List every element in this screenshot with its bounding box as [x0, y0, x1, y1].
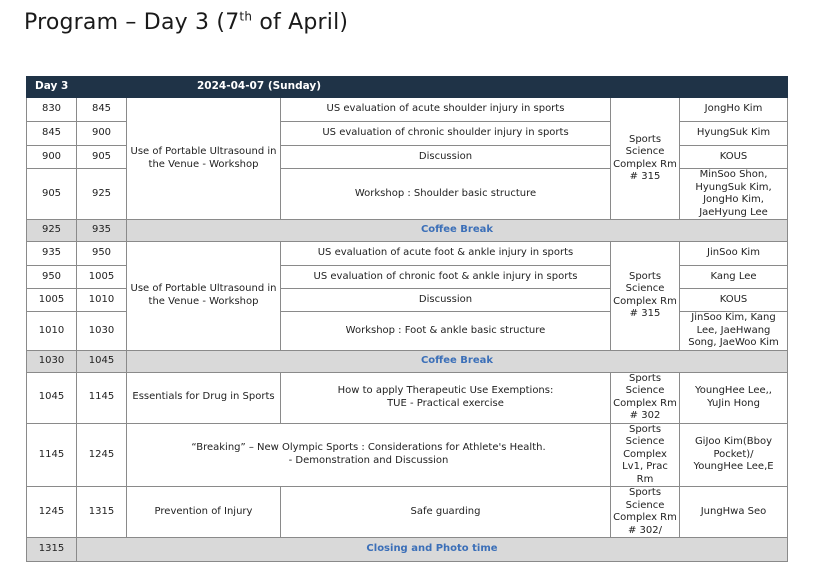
speaker: JinSoo Kim: [680, 242, 788, 266]
end-time: 1245: [77, 423, 127, 487]
header-blank: [77, 77, 127, 98]
topic: Workshop : Foot & ankle basic structure: [281, 312, 611, 351]
end-time: 1010: [77, 289, 127, 312]
topic: US evaluation of chronic shoulder injury in sports: [281, 122, 611, 146]
start-time: 900: [27, 146, 77, 169]
break-row: [27, 350, 788, 372]
end-time: 845: [77, 98, 127, 122]
coffee-break-label: Coffee Break: [127, 350, 788, 372]
table-row: [27, 423, 788, 487]
end-time: 1145: [77, 372, 127, 423]
speaker: [680, 423, 788, 487]
topic-line: TUE - Practical exercise: [387, 397, 504, 409]
closing-label: Closing and Photo time: [77, 538, 788, 562]
end-time: 905: [77, 146, 127, 169]
speaker: KOUS: [680, 146, 788, 169]
table-row: [27, 487, 788, 538]
end-time: 1030: [77, 312, 127, 351]
speaker-line: Pocket)/: [713, 448, 754, 460]
venue: Sports Science Complex Rm # 315: [611, 98, 680, 220]
topic-line: “Breaking” – New Olympic Sports : Considerations for Athlete's Health.: [191, 442, 546, 454]
start-time: 1010: [27, 312, 77, 351]
topic: US evaluation of chronic foot & ankle injury in sports: [281, 266, 611, 289]
topic: US evaluation of acute foot & ankle injury in sports: [281, 242, 611, 266]
speaker-line: GiJoo Kim(Bboy: [694, 436, 773, 447]
start-time: 830: [27, 98, 77, 122]
speaker: JongHo Kim: [680, 98, 788, 122]
topic: US evaluation of acute shoulder injury in sports: [281, 98, 611, 122]
start-time: 1245: [27, 487, 77, 538]
start-time: 1315: [27, 538, 77, 562]
coffee-break-label: Coffee Break: [127, 220, 788, 242]
topic-line: - Demonstration and Discussion: [288, 454, 449, 466]
topic: Workshop : Shoulder basic structure: [281, 169, 611, 220]
venue: Sports Science Complex Rm # 302: [611, 372, 680, 423]
topic: Discussion: [281, 146, 611, 169]
topic: [281, 372, 611, 423]
speaker: JinSoo Kim, Kang Lee, JaeHwang Song, JaeWoo Kim: [680, 312, 788, 351]
title-prefix: Program – Day 3 (7: [24, 10, 240, 35]
speaker-line: YoungHee Lee,,: [695, 385, 772, 396]
closing-row: [27, 538, 788, 562]
topic: [127, 423, 611, 487]
start-time: 950: [27, 266, 77, 289]
speaker: Kang Lee: [680, 266, 788, 289]
session-title: Essentials for Drug in Sports: [127, 372, 281, 423]
topic: Safe guarding: [281, 487, 611, 538]
speaker-line: YoungHee Lee,E: [693, 461, 774, 472]
start-time: 1030: [27, 350, 77, 372]
topic: Discussion: [281, 289, 611, 312]
header-date: 2024-04-07 (Sunday): [127, 77, 788, 98]
end-time: 900: [77, 122, 127, 146]
speaker: JungHwa Seo: [680, 487, 788, 538]
break-row: [27, 220, 788, 242]
speaker: MinSoo Shon, HyungSuk Kim, JongHo Kim, JaeHyung Lee: [680, 169, 788, 220]
topic-line: How to apply Therapeutic Use Exemptions:: [337, 385, 554, 396]
venue: Sports Science Complex Lv1, Prac Rm: [611, 423, 680, 487]
session-title: Use of Portable Ultrasound in the Venue - Workshop: [127, 98, 281, 220]
title-superscript: th: [239, 9, 253, 24]
end-time: 1045: [77, 350, 127, 372]
speaker-line: YuJin Hong: [707, 397, 760, 409]
title-suffix: of April): [252, 10, 349, 35]
program-table: [26, 76, 788, 562]
end-time: 1315: [77, 487, 127, 538]
start-time: 1005: [27, 289, 77, 312]
session-title: Use of Portable Ultrasound in the Venue - Workshop: [127, 242, 281, 351]
end-time: 950: [77, 242, 127, 266]
header-day: Day 3: [27, 77, 77, 98]
table-row: [27, 98, 788, 122]
table-row: [27, 242, 788, 266]
end-time: 1005: [77, 266, 127, 289]
start-time: 1145: [27, 423, 77, 487]
start-time: 905: [27, 169, 77, 220]
page-title: [24, 10, 348, 35]
end-time: 935: [77, 220, 127, 242]
speaker: [680, 372, 788, 423]
venue: Sports Science Complex Rm # 315: [611, 242, 680, 351]
table-header-row: [27, 77, 788, 98]
end-time: 925: [77, 169, 127, 220]
start-time: 1045: [27, 372, 77, 423]
venue: Sports Science Complex Rm # 302/: [611, 487, 680, 538]
start-time: 935: [27, 242, 77, 266]
start-time: 845: [27, 122, 77, 146]
session-title: Prevention of Injury: [127, 487, 281, 538]
speaker: HyungSuk Kim: [680, 122, 788, 146]
speaker: KOUS: [680, 289, 788, 312]
start-time: 925: [27, 220, 77, 242]
table-row: [27, 372, 788, 423]
